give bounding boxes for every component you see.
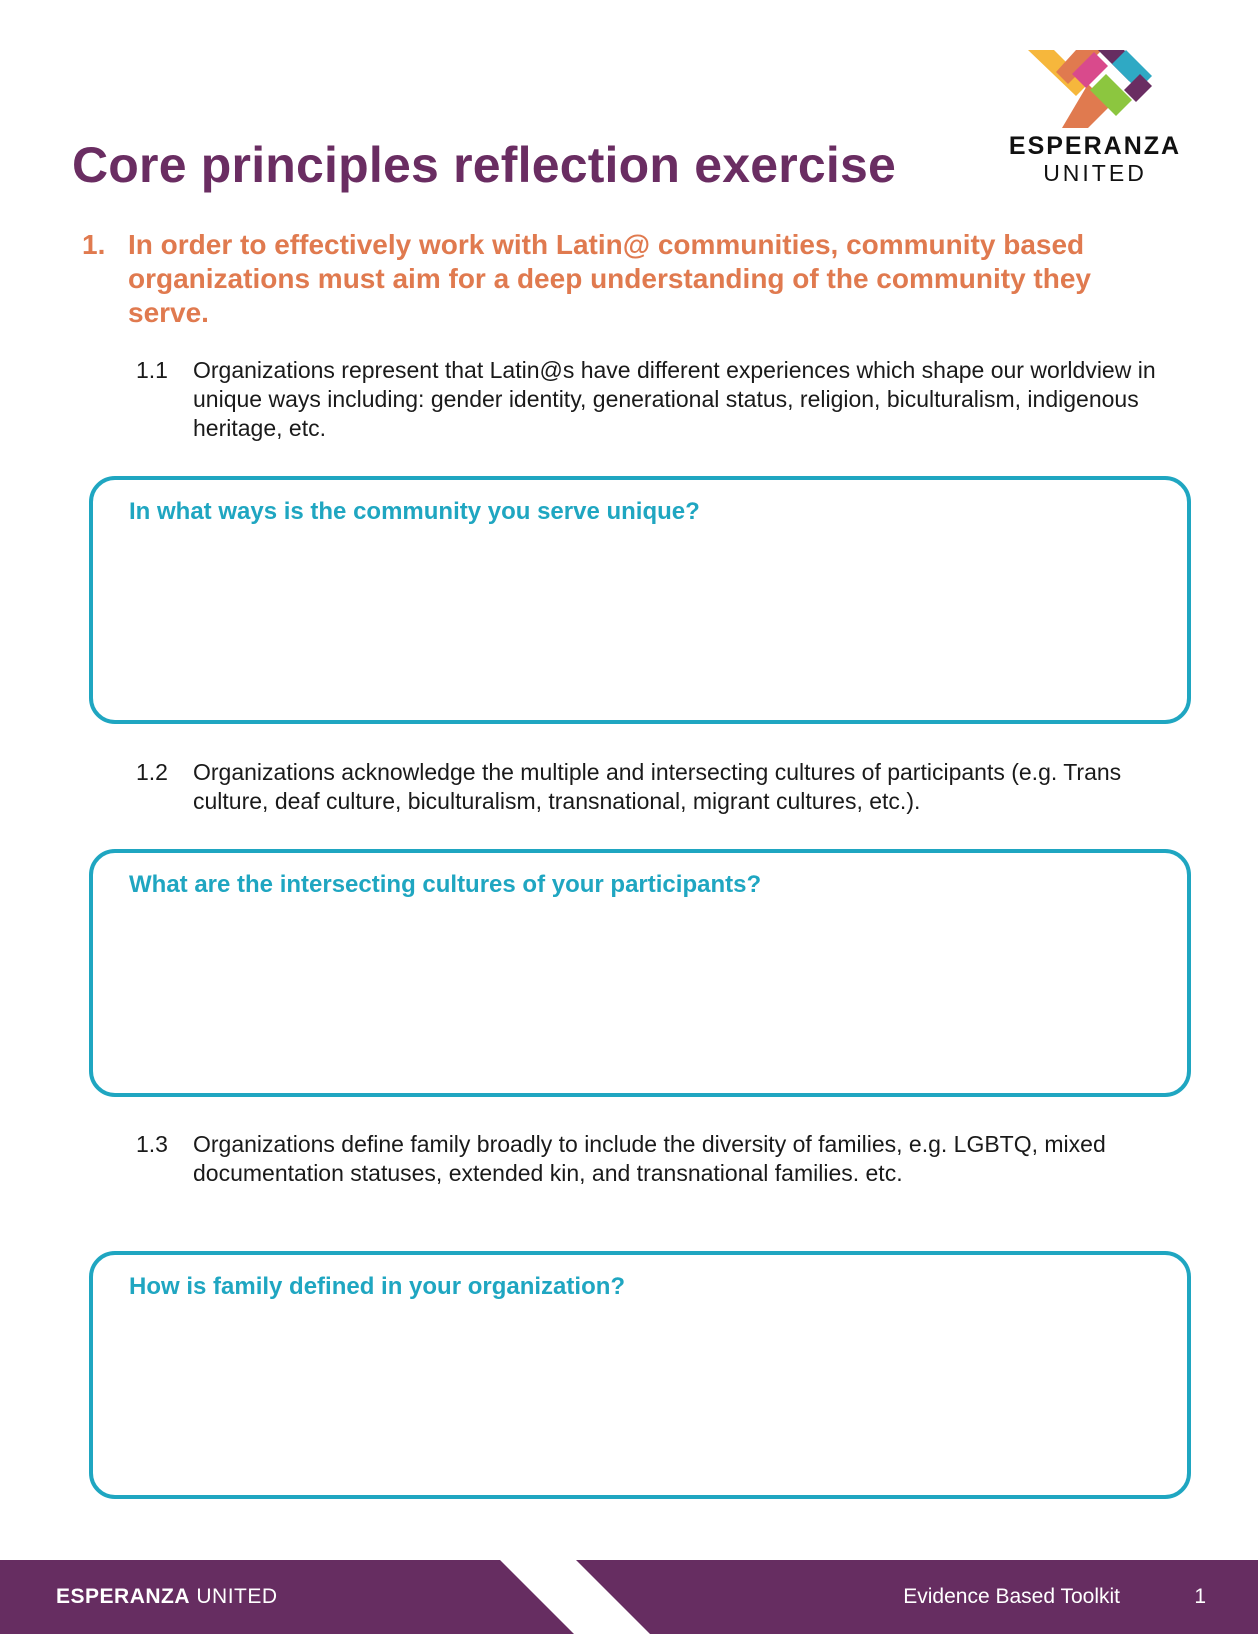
logo-name: ESPERANZA	[1008, 132, 1182, 160]
answer-field[interactable]	[123, 542, 1157, 696]
answer-field[interactable]	[123, 1317, 1157, 1471]
page-number: 1	[1194, 1585, 1206, 1608]
item-number: 1.1	[136, 357, 168, 383]
item-text: Organizations define family broadly to include the diversity of families, e.g. LGBTQ, mixed documentation statuses, extended kin, and transnational families. etc.	[193, 1131, 1106, 1186]
item-text: Organizations acknowledge the multiple and intersecting cultures of participants (e.g. Trans culture, deaf culture, biculturalism, transnational, migrant cultures, etc.).	[193, 759, 1122, 814]
item-number: 1.3	[136, 1131, 168, 1157]
item-number: 1.2	[136, 759, 168, 785]
item-text: Organizations represent that Latin@s have different experiences which shape our worldview in unique ways including: gender identity, generational status, religion, biculturalism, indigenous heritage, etc.	[193, 357, 1156, 441]
footer-brand	[56, 1585, 278, 1609]
page-title: Core principles reflection exercise	[72, 137, 897, 193]
logo-mark-icon	[1028, 50, 1164, 128]
esperanza-united-logo	[1000, 50, 1190, 190]
page-footer	[0, 1560, 1258, 1634]
principle-text: In order to effectively work with Latin@ communities, community based organizations must aim for a deep understanding of the community they serve.	[128, 229, 1091, 328]
principle-number: 1.	[82, 229, 106, 260]
question-label: What are the intersecting cultures of your participants?	[129, 871, 762, 898]
answer-box-2	[89, 849, 1191, 1097]
logo-subtitle: UNITED	[1043, 160, 1147, 186]
question-label: In what ways is the community you serve unique?	[129, 498, 700, 525]
answer-box-3	[89, 1251, 1191, 1499]
answer-box-1	[89, 476, 1191, 724]
footer-brand-light: UNITED	[196, 1585, 278, 1608]
question-label: How is family defined in your organization?	[129, 1273, 626, 1300]
footer-brand-bold: ESPERANZA	[56, 1585, 191, 1608]
answer-field[interactable]	[123, 915, 1157, 1069]
footer-toolkit-label: Evidence Based Toolkit	[903, 1585, 1120, 1608]
